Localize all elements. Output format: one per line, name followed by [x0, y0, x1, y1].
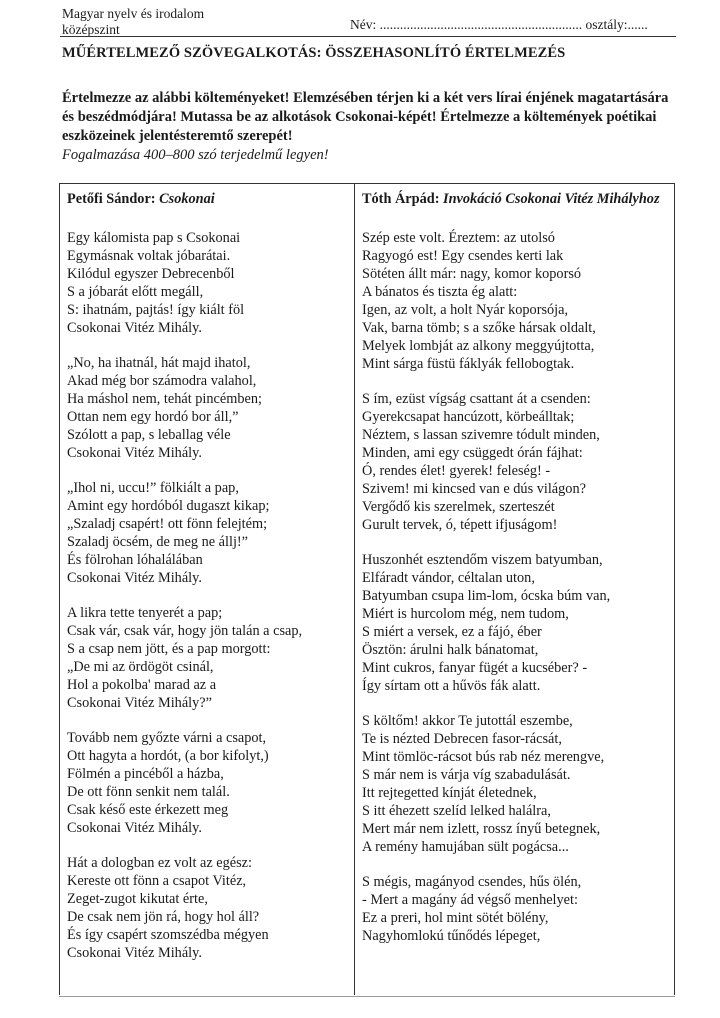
- poem-line: És fölrohan lóhalálában: [67, 552, 203, 568]
- stanza: [362, 551, 670, 695]
- level-line: középszint: [62, 22, 120, 37]
- poem-line: Ha máshol nem, tehát pincémben;: [67, 391, 262, 407]
- poem-line: Ez a preri, hol mint sötét bölény,: [362, 910, 549, 926]
- task-instructions: [62, 89, 678, 165]
- poem-line: Minden, ami egy csüggedt órán fájhat:: [362, 445, 583, 461]
- poem-right-title: [362, 190, 670, 208]
- poem-line: Kereste ott fönn a csapot Vitéz,: [67, 873, 247, 889]
- poem-line: Egymásnak voltak jóbarátai.: [67, 248, 231, 264]
- poem-line: Mint sárga füstü fáklyák fellobogtak.: [362, 356, 575, 372]
- poem-line: De ott fönn senkit nem talál.: [67, 784, 230, 800]
- poem-line: Batyumban csupa lim-lom, ócska búm van,: [362, 588, 611, 604]
- page-bottom-rule: [59, 996, 675, 997]
- poem-right-title-text: Invokáció Csokonai Vitéz Mihályhoz: [443, 191, 660, 207]
- poem-line: Huszonhét esztendőm viszem batyumban,: [362, 552, 603, 568]
- poem-line: Csokonai Vitéz Mihály.: [67, 320, 202, 336]
- poem-line: Gyerekcsapat hancúzott, körbeálltak;: [362, 409, 575, 425]
- subject-line: Magyar nyelv és irodalom: [62, 6, 205, 21]
- poem-left-column: [67, 190, 349, 979]
- poem-line: Szaladj öcsém, de meg ne állj!”: [67, 534, 249, 550]
- poem-line: „Szaladj csapért! ott fönn felejtém;: [67, 516, 268, 532]
- poem-line: Zeget-zugot kikutat érte,: [67, 891, 208, 907]
- poem-line: Szivem! mi kincsed van e dús világon?: [362, 481, 586, 497]
- poem-line: Hát a dologban ez volt az egész:: [67, 855, 252, 871]
- column-divider: [354, 184, 355, 995]
- poem-line: „No, ha ihatnál, hát majd ihatol,: [67, 355, 251, 371]
- poem-line: Gurult tervek, ó, tépett ifjuságom!: [362, 517, 558, 533]
- poem-line: S miért a versek, ez a fájó, éber: [362, 624, 542, 640]
- poem-line: S ím, ezüst vígság csattant át a csenden:: [362, 391, 591, 407]
- stanza: [362, 712, 670, 856]
- poem-line: S itt éhezett szelíd lelked halálra,: [362, 803, 551, 819]
- poem-line: Csak késő este érkezett meg: [67, 802, 229, 818]
- poem-line: Ó, rendes élet! gyerek! feleség! -: [362, 463, 551, 479]
- poem-line: Igen, az volt, a holt Nyár koporsója,: [362, 302, 569, 318]
- poem-line: Melyek lombját az alkony meggyújtotta,: [362, 338, 595, 354]
- stanza: [362, 229, 670, 373]
- poem-line: S: ihatnám, pajtás! így kiált föl: [67, 302, 245, 318]
- poem-line: S már nem is várja víg szabadulását.: [362, 767, 571, 783]
- poem-left-author: Petőfi Sándor:: [67, 191, 156, 207]
- poem-line: S költőm! akkor Te jutottál eszembe,: [362, 713, 573, 729]
- poem-line: Szép este volt. Éreztem: az utolsó: [362, 230, 555, 246]
- poem-line: Ott hagyta a hordót, (a bor kifolyt,): [67, 748, 269, 764]
- poem-right-author: Tóth Árpád:: [362, 191, 440, 207]
- stanza: [67, 604, 349, 712]
- poem-line: Csak vár, csak vár, hogy jön talán a csap,: [67, 623, 303, 639]
- poem-line: Vak, barna tömb; s a szőke hársak oldalt,: [362, 320, 596, 336]
- poem-line: Tovább nem győzte várni a csapot,: [67, 730, 267, 746]
- poem-left-title: [67, 190, 349, 208]
- poem-line: Fölmén a pincéből a házba,: [67, 766, 224, 782]
- stanza: [67, 479, 349, 587]
- stanza: [67, 854, 349, 962]
- poem-line: Elfáradt vándor, céltalan uton,: [362, 570, 535, 586]
- poem-line: Kilódul egyszer Debrecenből: [67, 266, 235, 282]
- poem-line: S a csap nem jött, és a pap morgott:: [67, 641, 271, 657]
- poem-right-column: [362, 190, 670, 962]
- poem-line: Mint tömlöc-rácsot bús rab néz merengve,: [362, 749, 605, 765]
- poem-line: Csokonai Vitéz Mihály?”: [67, 695, 212, 711]
- poem-line: „De mi az ördögöt csinál,: [67, 659, 214, 675]
- poem-line: Csokonai Vitéz Mihály.: [67, 820, 202, 836]
- poems-table: [59, 183, 675, 995]
- poem-line: Ottan nem egy hordó bor áll,”: [67, 409, 239, 425]
- name-class-field: Név: ............................................................ osztály:......: [350, 17, 648, 32]
- instructions-length-note: Fogalmazása 400–800 szó terjedelmű legyen!: [62, 147, 329, 163]
- poem-line: Csokonai Vitéz Mihály.: [67, 945, 202, 961]
- instructions-bold-text: Értelmezze az alábbi költeményeket! Elemzésében térjen ki a két vers lírai énjének magatartására és beszédmódjára! Mutassa be az alkotások Csokonai-képét! Értelmezze a költemények poétikai eszközeinek jelentésteremtő szerepét!: [62, 90, 669, 144]
- poem-line: Vergődő kis szerelmek, szerteszét: [362, 499, 555, 515]
- stanza: [67, 729, 349, 837]
- poem-line: Akad még bor számodra valahol,: [67, 373, 257, 389]
- poem-line: Nagyhomlokú tűnődés lépeget,: [362, 928, 541, 944]
- stanza: [67, 229, 349, 337]
- poem-line: Csokonai Vitéz Mihály.: [67, 570, 202, 586]
- stanza: [362, 873, 670, 945]
- poem-line: Mint cukros, fanyar fügét a kucséber? -: [362, 660, 588, 676]
- poem-line: Csokonai Vitéz Mihály.: [67, 445, 202, 461]
- poem-line: „Ihol ni, uccu!” fölkiált a pap,: [67, 480, 239, 496]
- poem-line: Néztem, s lassan szivemre tódult minden,: [362, 427, 600, 443]
- poem-line: De csak nem jön rá, hogy hol áll?: [67, 909, 260, 925]
- poem-line: Hol a pokolba' marad az a: [67, 677, 217, 693]
- subject-header: [62, 6, 204, 38]
- poem-line: Itt rejtegetted kínját életednek,: [362, 785, 537, 801]
- poem-line: S mégis, magányod csendes, hűs ölén,: [362, 874, 582, 890]
- header-divider: [60, 36, 676, 37]
- poem-line: Sötéten állt már: nagy, komor koporsó: [362, 266, 582, 282]
- poem-left-title-text: Csokonai: [159, 191, 215, 207]
- poem-line: - Mert a magány ád végső menhelyet:: [362, 892, 578, 908]
- poem-line: És így csapért szomszédba mégyen: [67, 927, 269, 943]
- poem-line: Szólott a pap, s leballag véle: [67, 427, 231, 443]
- poem-line: Ösztön: árulni halk bánatomat,: [362, 642, 539, 658]
- poem-line: A bánatos és tiszta ég alatt:: [362, 284, 518, 300]
- task-title: MŰÉRTELMEZŐ SZÖVEGALKOTÁS: ÖSSZEHASONLÍTÓ ÉRTELMEZÉS: [62, 45, 566, 61]
- poem-line: Így sírtam ott a hűvös fák alatt.: [362, 678, 541, 694]
- poem-line: Te is nézted Debrecen fasor-rácsát,: [362, 731, 562, 747]
- poem-line: A likra tette tenyerét a pap;: [67, 605, 223, 621]
- poem-line: A remény hamujában sült pogácsa...: [362, 839, 569, 855]
- poem-line: Amint egy hordóból dugaszt kikap;: [67, 498, 270, 514]
- poem-line: Mert már nem izlett, rossz ínyű betegnek,: [362, 821, 601, 837]
- stanza: [67, 354, 349, 462]
- stanza: [362, 390, 670, 534]
- poem-line: Egy kálomista pap s Csokonai: [67, 230, 241, 246]
- poem-line: S a jóbarát előtt megáll,: [67, 284, 204, 300]
- poem-line: Ragyogó est! Egy csendes kerti lak: [362, 248, 564, 264]
- poem-line: Miért is hurcolom még, nem tudom,: [362, 606, 569, 622]
